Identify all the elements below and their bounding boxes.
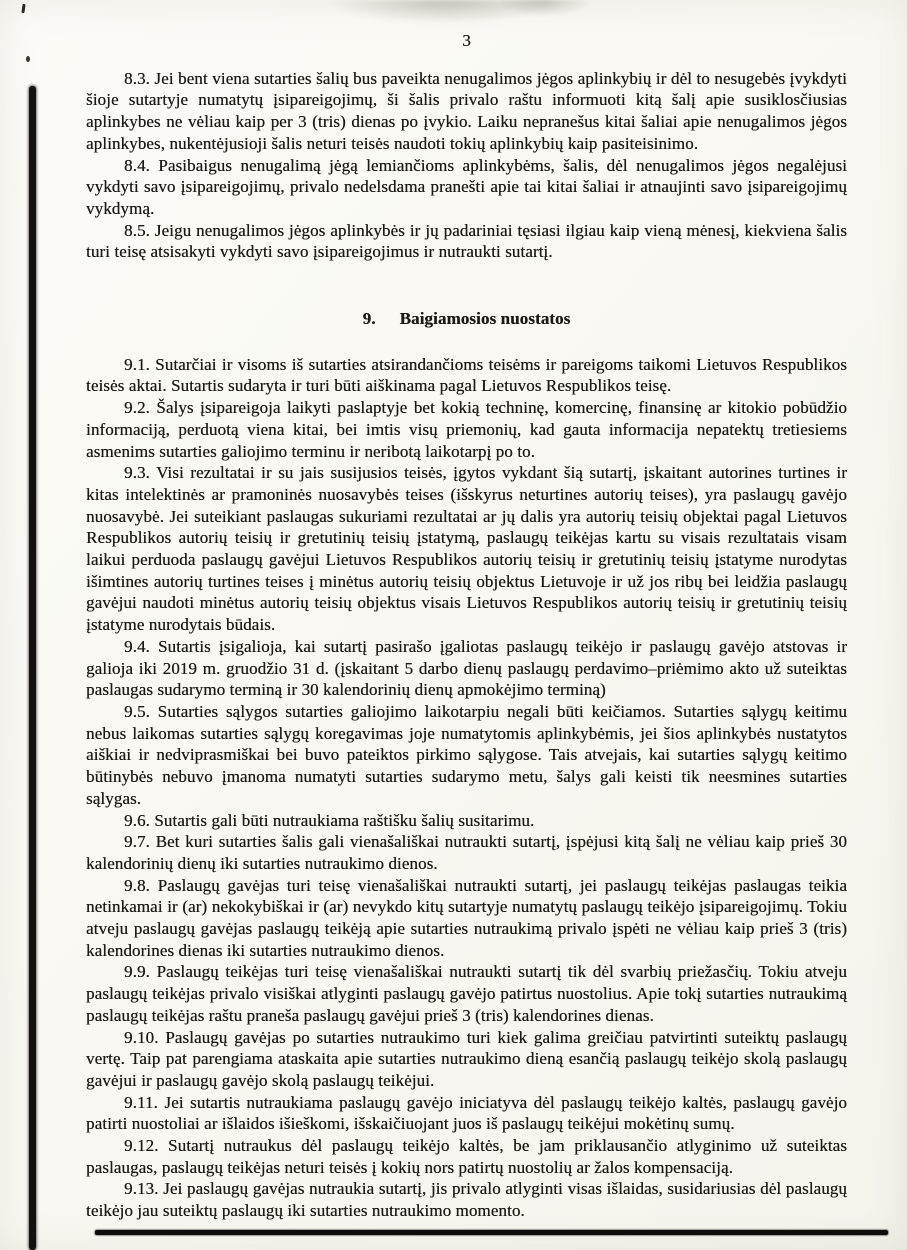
paragraph-9-9: 9.9. Paslaugų teikėjas turi teisę vienašališkai nutraukti sutartį tik dėl svarbių priežasčių. Tokiu atveju paslaugų teikėjas privalo visiškai atlyginti paslaugų gavėjo patirtus nuostolius. Apie tokį sutarties nutraukimą paslaugų teikėjas raštu praneša paslaugų gavėjui prieš 3 (tris) kalendorines dienas. (86, 962, 847, 1025)
paragraph-9-2: 9.2. Šalys įsipareigoja laikyti paslaptyje bet kokią techninę, komercinę, finansinę ar kitokio pobūdžio informaciją, perduotą viena kitai, bei imtis visų priemonių, kad gauta informacija nepatektų tretiesiems asmenims sutarties galiojimo terminu ir neribotą laikotarpį po to. (86, 398, 847, 461)
paragraph-8-4: 8.4. Pasibaigus nenugalimą jėgą lemiančioms aplinkybėms, šalis, dėl nenugalimos jėgos negalėjusi vykdyti savo įsipareigojimų, privalo nedelsdama pranešti apie tai kitai šaliai ir atnaujinti savo įsipareigojimų vykdymą. (86, 155, 847, 218)
paragraph-8-5: 8.5. Jeigu nenugalimos jėgos aplinkybės ir jų padariniai tęsiasi ilgiau kaip vieną mėnesį, kiekviena šalis turi teisę atsisakyti vykdyti savo įsipareigojimus ir nutraukti sutartį. (86, 220, 847, 262)
paragraph-9-11: 9.11. Jei sutartis nutraukiama paslaugų gavėjo iniciatyva dėl paslaugų teikėjo kaltės, paslaugų gavėjo patirti nuostoliai ar išlaidos išieškomi, išskaičiuojant juos iš paslaugų teikėjui mokėtinų sumų. (86, 1092, 847, 1134)
section-9-number: 9. (362, 309, 376, 329)
paragraph-9-6: 9.6. Sutartis gali būti nutraukiama raštišku šalių susitarimu. (124, 810, 535, 830)
paragraph-9-12: 9.12. Sutartį nutraukus dėl paslaugų teikėjo kaltės, be jam priklausančio atlyginimo už suteiktas paslaugas, paslaugų teikėjas neturi teisės į kokių nors patirtų nuostolių ar žalos kompensaciją. (86, 1136, 847, 1177)
section-9-title: Baigiamosios nuostatos (399, 309, 571, 329)
paragraph-9-3: 9.3. Visi rezultatai ir su jais susijusios teisės, įgytos vykdant šią sutartį, įskaitant autorines turtines ir kitas intelektinės ar pramoninės nuosavybės teises (išskyrus neturtines autorių teises), yra paslaugų gavėjo nuosavybė. Jei suteikiant paslaugas sukuriami rezultatai ar jų dalis yra autorių teisių objektai pagal Lietuvos Respublikos autorių teisių ir gretutinių teisių įstatymą, paslaugų teikėjas kartu su visais rezultatais visam laikui perduoda paslaugų gavėjui Lietuvos Respublikos autorių teisių ir gretutinių teisių įstatyme nurodytas išimtines autorių turtines teises į minėtus autorių teisių objektus Lietuvoje ir už jos ribų bei leidžia paslaugų gavėjui naudoti minėtus autorių teisių objektus visais Lietuvos Respublikos autorių teisių ir gretutinių teisių įstatyme nurodytais būdais. (86, 463, 847, 635)
paragraph-8-3: 8.3. Jei bent viena sutarties šalių bus paveikta nenugalimos jėgos aplinkybių ir dėl to nesugebės įvykdyti šioje sutartyje numatytų įsipareigojimų, ši šalis privalo raštu informuoti kitą šalį apie susiklosčiusias aplinkybes ne vėliau kaip per 3 (tris) dienas po įvykio. Laiku nepranešus kitai šaliai apie nenugalimos jėgos aplinkybes, nukentėjusioji šalis neturi teisės naudoti tokių aplinkybių kaip pasiteisinimo. (86, 68, 847, 153)
paragraph-9-4: 9.4. Sutartis įsigalioja, kai sutartį pasirašo įgaliotas paslaugų teikėjo ir paslaugų gavėjo atstovas ir galioja iki 2019 m. gruodžio 31 d. (įskaitant 5 darbo dienų paslaugų perdavimo–priėmimo akto už suteiktas paslaugas sudarymo terminą ir 30 kalendorinių dienų apmokėjimo terminą) (86, 636, 847, 700)
scan-smudge-top-right (500, 0, 590, 16)
paragraph-9-7: 9.7. Bet kuri sutarties šalis gali vienašališkai nutraukti sutartį, įspėjusi kitą šalį ne vėliau kaip prieš 30 kalendorinių dienų iki sutarties nutraukimo dienos. (86, 832, 847, 873)
paragraph-9-5: 9.5. Sutarties sąlygos sutarties galiojimo laikotarpiu negali būti keičiamos. Sutarties sąlygų keitimu nebus laikomas sutarties sąlygų koregavimas joje numatytomis aplinkybėmis, jei šios aplinkybės nustatytos aiškiai ir nedviprasmiškai bei buvo pateiktos pirkimo sąlygose. Tais atvejais, kai sutarties sąlygų keitimo būtinybės nebuvo įmanoma numatyti sutarties sudarymo metu, šalys gali keisti tik neesmines sutarties sąlygas. (86, 701, 847, 808)
section-9-heading (86, 308, 847, 330)
page-number: 3 (462, 31, 471, 50)
document-body (86, 30, 847, 1222)
paragraph-9-8: 9.8. Paslaugų gavėjas turi teisę vienašališkai nutraukti sutartį, jei paslaugų teikėjas paslaugas teikia netinkamai ir (ar) nekokybiškai ir (ar) nevykdo kitų sutartyje numatytų paslaugų teikėjo įsipareigojimų. Tokiu atveju paslaugų gavėjas paslaugų teikėją apie sutarties nutraukimą privalo įspėti ne vėliau kaip prieš 3 (tris) kalendorines dienas iki sutarties nutraukimo dienos. (86, 875, 847, 960)
scan-mark-top-left (21, 4, 25, 13)
paragraph-9-1: 9.1. Sutarčiai ir visoms iš sutarties atsirandančioms teisėms ir pareigoms taikomi Lietuvos Respublikos teisės aktai. Sutartis sudaryta ir turi būti aiškinama pagal Lietuvos Respublikos teisę. (86, 354, 847, 396)
scan-artifact-bottom-line (95, 1230, 888, 1235)
paragraph-9-13: 9.13. Jei paslaugų gavėjas nutraukia sutartį, jis privalo atlyginti visas išlaidas, susidariusias dėl paslaugų teikėjo jau suteiktų paslaugų iki sutarties nutraukimo momento. (86, 1179, 847, 1221)
scan-artifact-left-edge (29, 86, 36, 1250)
scan-mark-left-margin (26, 56, 30, 62)
scan-smudge-top-center (325, 0, 565, 24)
paragraph-9-10: 9.10. Paslaugų gavėjas po sutarties nutraukimo turi kiek galima greičiau patvirtinti suteiktų paslaugų vertę. Taip pat parengiama ataskaita apie sutarties nutraukimo dieną esančią paslaugų teikėjo skolą paslaugų gavėjui ir paslaugų gavėjo skolą paslaugų teikėjui. (86, 1027, 847, 1090)
